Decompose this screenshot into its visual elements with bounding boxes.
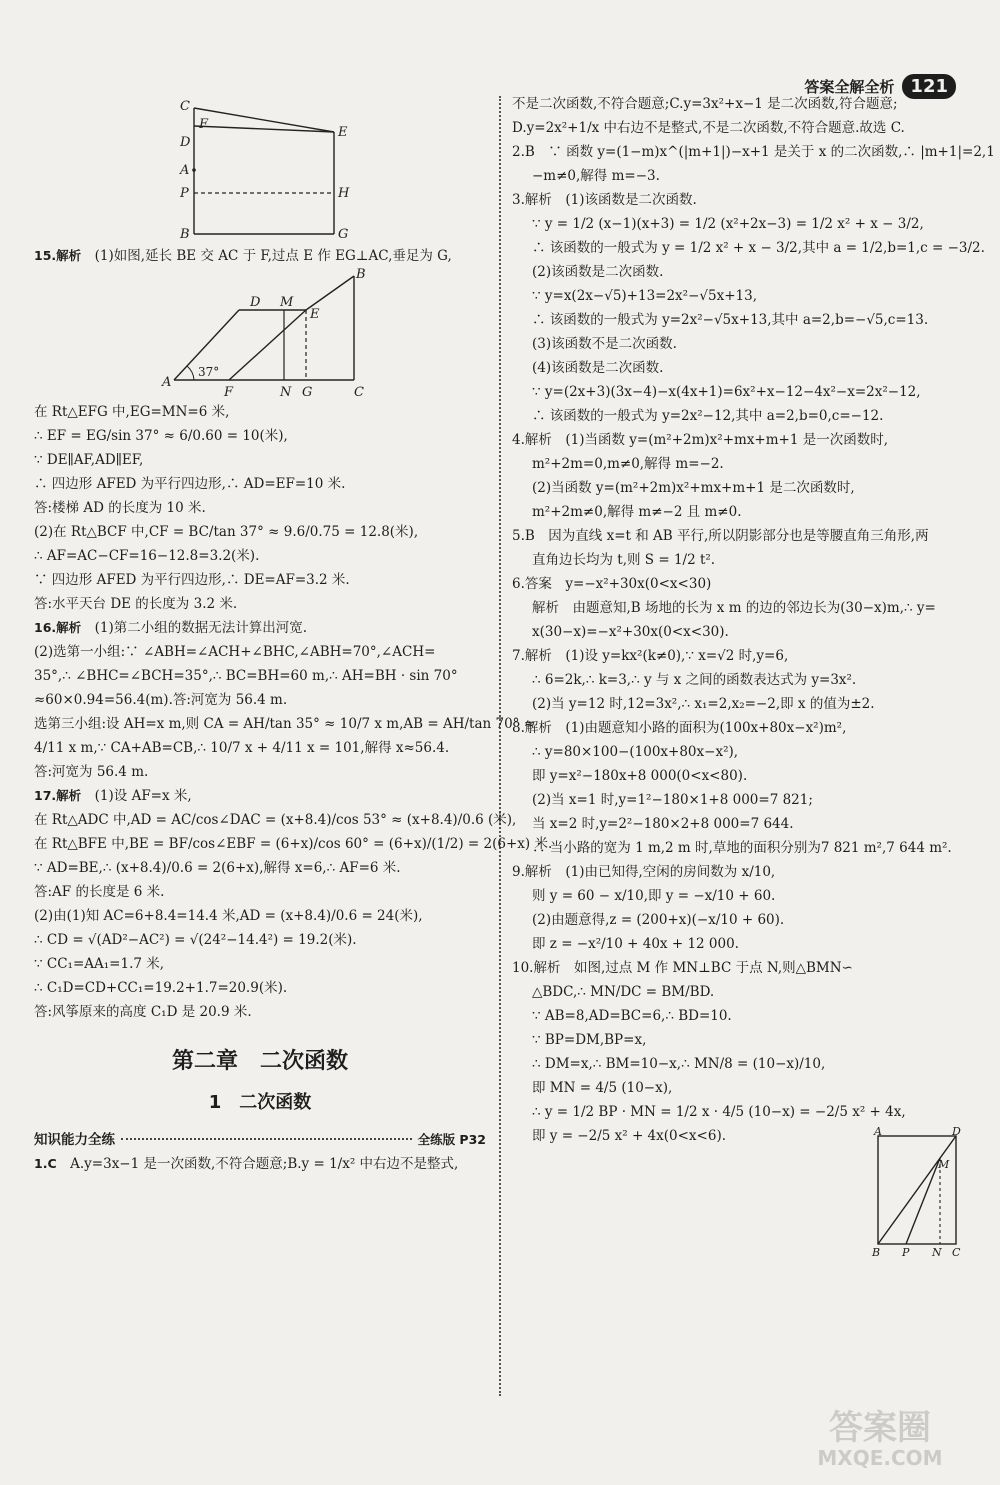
q15-line-8: ∵ 四边形 AFED 为平行四边形,∴ DE=AF=3.2 米. xyxy=(34,572,350,588)
right-line-29: (2)当 x=1 时,y=1²−180×1+8 000=7 821; xyxy=(532,792,813,808)
q16-line-4: 选第三小组:设 AH=x m,则 CA = AH/tan 35° ≈ 10/7 x m,AB = AH/tan 70° ≈ xyxy=(34,716,536,732)
right-line-4: 3.解析 (1)该函数是二次函数. xyxy=(512,192,697,208)
fig3-label-p: P xyxy=(902,1246,910,1259)
right-line-33: 则 y = 60 − x/10,即 y = −x/10 + 60. xyxy=(532,888,776,904)
right-line-27: ∴ y=80×100−(100x+80x−x²), xyxy=(532,744,739,760)
q17-line-6: ∴ CD = √(AD²−AC²) = √(24²−14.4²) = 19.2(米). xyxy=(34,932,357,948)
right-line-5: ∵ y = 1/2 (x−1)(x+3) = 1/2 (x²+2x−3) = 1/2 x² + x − 3/2, xyxy=(532,216,924,232)
practice-ref: 全练版 P32 xyxy=(417,1132,486,1147)
q15-line-6: (2)在 Rt△BCF 中,CF = BC/tan 37° ≈ 9.6/0.75 = 12.8(米), xyxy=(34,524,419,540)
q16-line-0: 16.解析 (1)第二小组的数据无法计算出河宽. xyxy=(34,620,308,636)
q16-line-5: 4/11 x m,∵ CA+AB=CB,∴ 10/7 x + 4/11 x = 101,解得 x≈56.4. xyxy=(34,740,450,756)
q17-line-3: ∵ AD=BE,∴ (x+8.4)/0.6 = 2(6+x),解得 x=6,∴ AF=6 米. xyxy=(34,860,401,876)
q17-line-0: 17.解析 (1)设 AF=x 米, xyxy=(34,788,192,804)
fig1-label-f: F xyxy=(199,117,209,132)
fig2-label-g: G xyxy=(302,385,313,400)
q17-line-1: 在 Rt△ADC 中,AD = AC/cos∠DAC = (x+8.4)/cos 53° ≈ (x+8.4)/0.6 (米), xyxy=(34,812,517,828)
fig1-label-e: E xyxy=(338,125,348,140)
fig3-label-m: M xyxy=(938,1158,950,1171)
fig1-label-a: A xyxy=(180,163,190,178)
practice-bar xyxy=(34,1128,486,1152)
q1-line: 1.C A.y=3x−1 是一次函数,不符合题意;B.y = 1/x² 中右边不是整式, xyxy=(34,1156,459,1172)
fig3-label-c: C xyxy=(952,1246,961,1259)
right-line-21: 解析 由题意知,B 场地的长为 x m 的边的邻边长为(30−x)m,∴ y= xyxy=(532,600,936,616)
right-line-9: ∴ 该函数的一般式为 y=2x²−√5x+13,其中 a=2,b=−√5,c=13. xyxy=(532,312,929,328)
q16-line-1: (2)选第一小组:∵ ∠ABH=∠ACH+∠BHC,∠ABH=70°,∠ACH= xyxy=(34,644,436,660)
q15-line-9: 答:水平天台 DE 的长度为 3.2 米. xyxy=(34,596,238,612)
right-line-11: (4)该函数是二次函数. xyxy=(532,360,664,376)
right-line-20: 6.答案 y=−x²+30x(0<x<30) xyxy=(512,576,712,592)
q17-line-5: (2)由(1)知 AC=6+8.4=14.4 米,AD = (x+8.4)/0.6 = 24(米), xyxy=(34,908,423,924)
watermark xyxy=(780,1401,980,1471)
fig1-label-g: G xyxy=(338,227,349,242)
fig2-label-c: C xyxy=(354,385,364,400)
q15-line-0: 15.解析 (1)如图,延长 BE 交 AC 于 F,过点 E 作 EG⊥AC,垂足为 G, xyxy=(34,248,452,264)
fig1-label-c: C xyxy=(180,99,190,114)
right-line-42: ∴ y = 1/2 BP · MN = 1/2 x · 4/5 (10−x) = −2/5 x² + 4x, xyxy=(532,1104,906,1120)
fig1-label-p: P xyxy=(180,186,189,201)
q15-line-4: ∴ 四边形 AFED 为平行四边形,∴ AD=EF=10 米. xyxy=(34,476,346,492)
right-line-23: 7.解析 (1)设 y=kx²(k≠0),∵ x=√2 时,y=6, xyxy=(512,648,789,664)
chapter-title: 第二章 二次函数 xyxy=(171,1049,348,1074)
right-line-24: ∴ 6=2k,∴ k=3,∴ y 与 x 之间的函数表达式为 y=3x². xyxy=(532,672,857,688)
left-column xyxy=(34,96,553,1176)
q17-line-7: ∵ CC₁=AA₁=1.7 米, xyxy=(34,956,165,972)
q17-number: 17.解析 xyxy=(34,788,82,803)
right-line-39: ∵ BP=DM,BP=x, xyxy=(532,1032,647,1048)
right-line-30: 当 x=2 时,y=2²−180×2+8 000=7 644. xyxy=(532,816,794,832)
fig2-label-f: F xyxy=(224,385,234,400)
figure-stairs-platform xyxy=(154,267,374,400)
q15-number: 15.解析 xyxy=(34,248,82,263)
q15-line-7: ∴ AF=AC−CF=16−12.8=3.2(米). xyxy=(34,548,260,564)
fig2-label-a: A xyxy=(162,375,172,390)
q17-line-9: 答:风筝原来的高度 C₁D 是 20.9 米. xyxy=(34,1004,252,1020)
q16-line-3: ≈60×0.94=56.4(m).答:河宽为 56.4 m. xyxy=(34,692,288,708)
right-line-14: 4.解析 (1)当函数 y=(m²+2m)x²+mx+m+1 是一次函数时, xyxy=(512,432,889,448)
right-line-16: (2)当函数 y=(m²+2m)x²+mx+m+1 是二次函数时, xyxy=(532,480,855,496)
right-line-17: m²+2m≠0,解得 m≠−2 且 m≠0. xyxy=(532,504,742,520)
q16-line-6: 答:河宽为 56.4 m. xyxy=(34,764,149,780)
right-line-6: ∴ 该函数的一般式为 y = 1/2 x² + x − 3/2,其中 a = 1/2,b=1,c = −3/2. xyxy=(532,240,985,256)
right-line-3: −m≠0,解得 m=−3. xyxy=(532,168,660,184)
q15-line-1: 在 Rt△EFG 中,EG=MN=6 米, xyxy=(34,404,230,420)
fig3-label-b: B xyxy=(872,1246,881,1259)
watermark-site: MXQE.COM xyxy=(817,1446,943,1470)
right-line-1: D.y=2x²+1/x 中右边不是整式,不是二次函数,不符合题意.故选 C. xyxy=(512,120,905,136)
right-line-36: 10.解析 如图,过点 M 作 MN⊥BC 于点 N,则△BMN∽ xyxy=(512,960,853,976)
right-line-37: △BDC,∴ MN/DC = BM/BD. xyxy=(532,984,715,1000)
right-line-10: (3)该函数不是二次函数. xyxy=(532,336,677,352)
right-line-12: ∵ y=(2x+3)(3x−4)−x(4x+1)=6x²+x−12−4x²−x=2x²−12, xyxy=(532,384,921,400)
q17-line-2: 在 Rt△BFE 中,BE = BF/cos∠EBF = (6+x)/cos 60° = (6+x)/(1/2) = 2(6+x) 米. xyxy=(34,836,553,852)
right-line-22: x(30−x)=−x²+30x(0<x<30). xyxy=(532,624,729,640)
right-line-0: 不是二次函数,不符合题意;C.y=3x²+x−1 是二次函数,符合题意; xyxy=(512,96,898,112)
right-line-35: 即 z = −x²/10 + 40x + 12 000. xyxy=(532,936,739,952)
section-title: 1 二次函数 xyxy=(208,1092,312,1113)
right-line-25: (2)当 y=12 时,12=3x²,∴ x₁=2,x₂=−2,即 x 的值为±2. xyxy=(532,696,875,712)
q16-line-2: 35°,∴ ∠BHC=∠BCH=35°,∴ BC=BH=60 m,∴ AH=BH · sin 70° xyxy=(34,668,458,684)
fig3-label-n: N xyxy=(932,1246,942,1259)
right-line-18: 5.B 因为直线 x=t 和 AB 平行,所以阴影部分也是等腰直角三角形,两 xyxy=(512,528,929,544)
right-column xyxy=(512,92,995,1148)
fig1-label-b: B xyxy=(180,227,190,242)
fig2-label-m: M xyxy=(280,295,294,310)
column-divider xyxy=(499,96,501,1396)
q17-line-8: ∴ C₁D=CD+CC₁=19.2+1.7=20.9(米). xyxy=(34,980,288,996)
right-line-2: 2.B ∵ 函数 y=(1−m)x^(|m+1|)−x+1 是关于 x 的二次函数,∴ |m+1|=2,1 xyxy=(512,144,995,160)
right-line-34: (2)由题意得,z = (200+x)(−x/10 + 60). xyxy=(532,912,785,928)
fig2-label-d: D xyxy=(250,295,261,310)
fig3-label-a: A xyxy=(874,1125,882,1138)
figure-rectangle-kite xyxy=(164,96,354,244)
q17-line-4: 答:AF 的长度是 6 米. xyxy=(34,884,165,900)
q15-line-5: 答:楼梯 AD 的长度为 10 米. xyxy=(34,500,206,516)
right-line-43: 即 y = −2/5 x² + 4x(0<x<6). xyxy=(532,1128,727,1144)
figure-rectangle-abcd xyxy=(866,1124,966,1259)
watermark-text: 答案圈 xyxy=(829,1408,931,1448)
right-line-15: m²+2m=0,m≠0,解得 m=−2. xyxy=(532,456,724,472)
right-line-38: ∵ AB=8,AD=BC=6,∴ BD=10. xyxy=(532,1008,732,1024)
practice-dots xyxy=(121,1138,412,1140)
right-line-7: (2)该函数是二次函数. xyxy=(532,264,664,280)
right-line-40: ∴ DM=x,∴ BM=10−x,∴ MN/8 = (10−x)/10, xyxy=(532,1056,826,1072)
right-line-19: 直角边长均为 t,则 S = 1/2 t². xyxy=(532,552,716,568)
fig3-label-d: D xyxy=(952,1125,961,1138)
fig2-label-b: B xyxy=(356,267,366,282)
q16-number: 16.解析 xyxy=(34,620,82,635)
right-line-31: ∴ 当小路的宽为 1 m,2 m 时,草地的面积分别为7 821 m²,7 644 m². xyxy=(532,840,952,856)
q15-line-2: ∴ EF = EG/sin 37° ≈ 6/0.60 = 10(米), xyxy=(34,428,288,444)
header-title: 答案全解全析 xyxy=(804,78,895,96)
fig2-label-angle: 37° xyxy=(198,365,220,379)
fig1-label-h: H xyxy=(338,186,350,201)
right-line-8: ∵ y=x(2x−√5)+13=2x²−√5x+13, xyxy=(532,288,757,304)
fig2-label-n: N xyxy=(280,385,292,400)
right-line-41: 即 MN = 4/5 (10−x), xyxy=(532,1080,673,1096)
fig1-label-d: D xyxy=(180,135,191,150)
right-line-28: 即 y=x²−180x+8 000(0<x<80). xyxy=(532,768,748,784)
right-line-13: ∴ 该函数的一般式为 y=2x²−12,其中 a=2,b=0,c=−12. xyxy=(532,408,884,424)
right-line-32: 9.解析 (1)由已知得,空闲的房间数为 x/10, xyxy=(512,864,776,880)
fig2-label-e: E xyxy=(310,307,320,322)
practice-label: 知识能力全练 xyxy=(34,1132,115,1148)
q15-line-3: ∵ DE∥AF,AD∥EF, xyxy=(34,452,144,468)
q1-number: 1.C xyxy=(34,1156,57,1171)
right-line-26: 8.解析 (1)由题意知小路的面积为(100x+80x−x²)m², xyxy=(512,720,847,736)
page-number: 121 xyxy=(902,74,956,99)
